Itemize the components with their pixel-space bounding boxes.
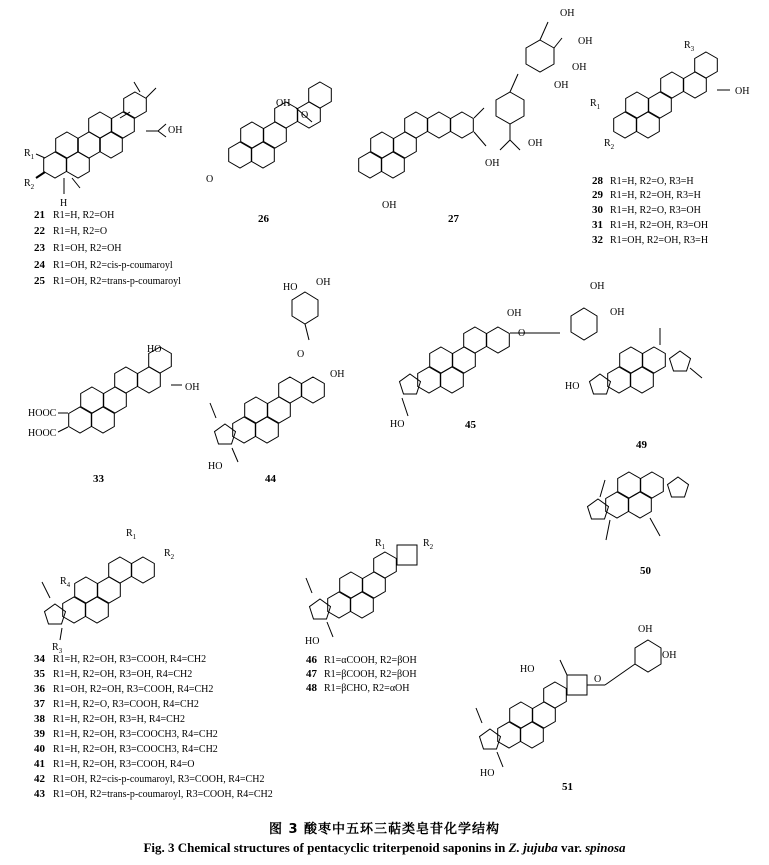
atom-label: HO (520, 664, 535, 675)
r2-label: $R_2$ (24, 178, 35, 191)
compound-number: 31 (592, 219, 603, 231)
atom-label: OH (168, 125, 183, 136)
figure-caption-en: Fig. 3 Chemical structures of pentacyclic triterpenoid saponins in Z. jujuba var. spinosa (143, 840, 626, 855)
substituent-text: R1=H, R2=OH, R3=COOH, R4=CH2 (53, 654, 207, 665)
atom-label: OH (276, 98, 291, 109)
structure-28-32 (614, 52, 730, 138)
atom-label: OH (578, 36, 593, 47)
atom-label: OH (638, 624, 653, 635)
substituent-text: R1=H, R2=OH, R3=H, R4=CH2 (53, 714, 186, 725)
substituent-text: R1=OH, R2=cis-p-coumaroyl (53, 260, 173, 271)
atom-label: HO (390, 419, 405, 430)
atom-label: O (301, 110, 309, 121)
structure-34-43 (42, 557, 154, 640)
compound-number: 37 (34, 698, 45, 710)
compound-number: 51 (562, 781, 573, 793)
compound-number: 50 (640, 565, 651, 577)
hooc-label: HOOC (28, 408, 57, 419)
compound-number: 34 (34, 653, 45, 665)
structure-26 (229, 82, 332, 168)
structure-49 (590, 328, 703, 394)
substituent-text: R1=OH, R2=trans-p-coumaroyl (53, 276, 181, 287)
atom-label: OH (554, 80, 569, 91)
compound-number: 22 (34, 225, 45, 237)
r3-label: $R_3$ (52, 642, 63, 655)
atom-label: OH (316, 277, 331, 288)
compound-number: 30 (592, 204, 603, 216)
substituent-text: R1=βCOOH, R2=βOH (324, 669, 417, 680)
substituent-text: R1=H, R2=OH, R3=OH (610, 220, 709, 231)
atom-label: HO (283, 282, 298, 293)
r1-label: $R_1$ (590, 98, 601, 111)
r1-label: $R_1$ (126, 528, 137, 541)
structure-45 (400, 308, 598, 416)
r2-label: $R_2$ (423, 538, 434, 551)
substituent-text: R1=OH, R2=cis-p-coumaroyl, R3=COOH, R4=CH2 (53, 774, 265, 785)
substituent-text: R1=OH, R2=trans-p-coumaroyl, R3=COOH, R4=CH2 (53, 789, 273, 800)
atom-label: OH (735, 86, 750, 97)
atom-label: OH (572, 62, 587, 73)
atom-label: OH (507, 308, 522, 319)
substituent-text: R1=αCOOH, R2=βOH (324, 655, 417, 666)
compound-number: 42 (34, 773, 45, 785)
atom-label: H (60, 198, 68, 209)
substituent-text: R1=H, R2=OH, R3=COOCH3, R4=CH2 (53, 729, 218, 740)
r1-label: $R_1$ (375, 538, 386, 551)
atom-label: HO (565, 381, 580, 392)
atom-label: HO (208, 461, 223, 472)
substituent-text: R1=H, R2=O (53, 226, 108, 237)
structure-27 (359, 22, 562, 178)
atom-label: OH (382, 200, 397, 211)
atom-label: OH (485, 158, 500, 169)
compound-number: 27 (448, 213, 459, 225)
structure-51 (476, 640, 661, 767)
r2-label: $R_2$ (164, 548, 175, 561)
atom-label: OH (560, 8, 575, 19)
compound-number: 45 (465, 419, 476, 431)
compound-number: 44 (265, 473, 276, 485)
substituent-text: R1=βCHO, R2=αOH (324, 683, 410, 694)
substituent-text: R1=H, R2=O, R3=COOH, R4=CH2 (53, 699, 199, 710)
compound-number: 36 (34, 683, 45, 695)
atom-label: OH (590, 281, 605, 292)
compound-number: 21 (34, 209, 45, 221)
compound-number: 23 (34, 242, 45, 254)
structure-46-48 (306, 545, 417, 637)
atom-label: O (594, 674, 602, 685)
atom-label: HO (305, 636, 320, 647)
atom-label: OH (610, 307, 625, 318)
substituent-text: R1=OH, R2=OH (53, 243, 122, 254)
atom-label: HO (480, 768, 495, 779)
r3-label: $R_3$ (684, 40, 695, 53)
atom-label: OH (330, 369, 345, 380)
structure-33 (58, 347, 182, 433)
compound-number: 49 (636, 439, 647, 451)
compound-number: 41 (34, 758, 45, 770)
structure-44 (210, 292, 324, 462)
atom-label: O (297, 349, 305, 360)
substituent-text: R1=H, R2=O, R3=OH (610, 205, 701, 216)
r2-label: $R_2$ (604, 138, 615, 151)
compound-number: 25 (34, 275, 45, 287)
compound-number: 29 (592, 189, 603, 201)
atom-label: O (206, 174, 214, 185)
compound-number: 26 (258, 213, 269, 225)
substituent-text: R1=OH, R2=OH, R3=COOH, R4=CH2 (53, 684, 214, 695)
compound-number: 33 (93, 473, 104, 485)
compound-number: 40 (34, 743, 45, 755)
structure-50 (588, 472, 689, 540)
figure-caption-cn: 图 3 酸枣中五环三萜类皂苷化学结构 (268, 822, 501, 837)
substituent-text: R1=H, R2=OH, R3=COOH, R4=O (53, 759, 195, 770)
substituent-text: R1=H, R2=OH (53, 210, 115, 221)
substituent-text: R1=H, R2=OH, R3=OH, R4=CH2 (53, 669, 193, 680)
compound-number: 47 (306, 668, 317, 680)
atom-label: HO (147, 344, 162, 355)
atom-label: O (518, 328, 526, 339)
hooc-label: HOOC (28, 428, 57, 439)
r4-label: $R_4$ (60, 576, 71, 589)
compound-number: 24 (34, 259, 45, 271)
compound-number: 28 (592, 175, 603, 187)
r1-label: $R_1$ (24, 148, 35, 161)
compound-number: 43 (34, 788, 45, 800)
compound-number: 46 (306, 654, 317, 666)
compound-number: 39 (34, 728, 45, 740)
structure-21-25 (36, 82, 166, 194)
substituent-text: R1=H, R2=OH, R3=COOCH3, R4=CH2 (53, 744, 218, 755)
substituent-text: R1=H, R2=O, R3=H (610, 176, 694, 187)
substituent-text: R1=OH, R2=OH, R3=H (610, 235, 709, 246)
compound-number: 32 (592, 234, 603, 246)
compound-number: 38 (34, 713, 45, 725)
substituent-text: R1=H, R2=OH, R3=H (610, 190, 701, 201)
compound-number: 35 (34, 668, 45, 680)
compound-number: 48 (306, 682, 317, 694)
atom-label: OH (662, 650, 677, 661)
atom-label: OH (528, 138, 543, 149)
atom-label: OH (185, 382, 200, 393)
